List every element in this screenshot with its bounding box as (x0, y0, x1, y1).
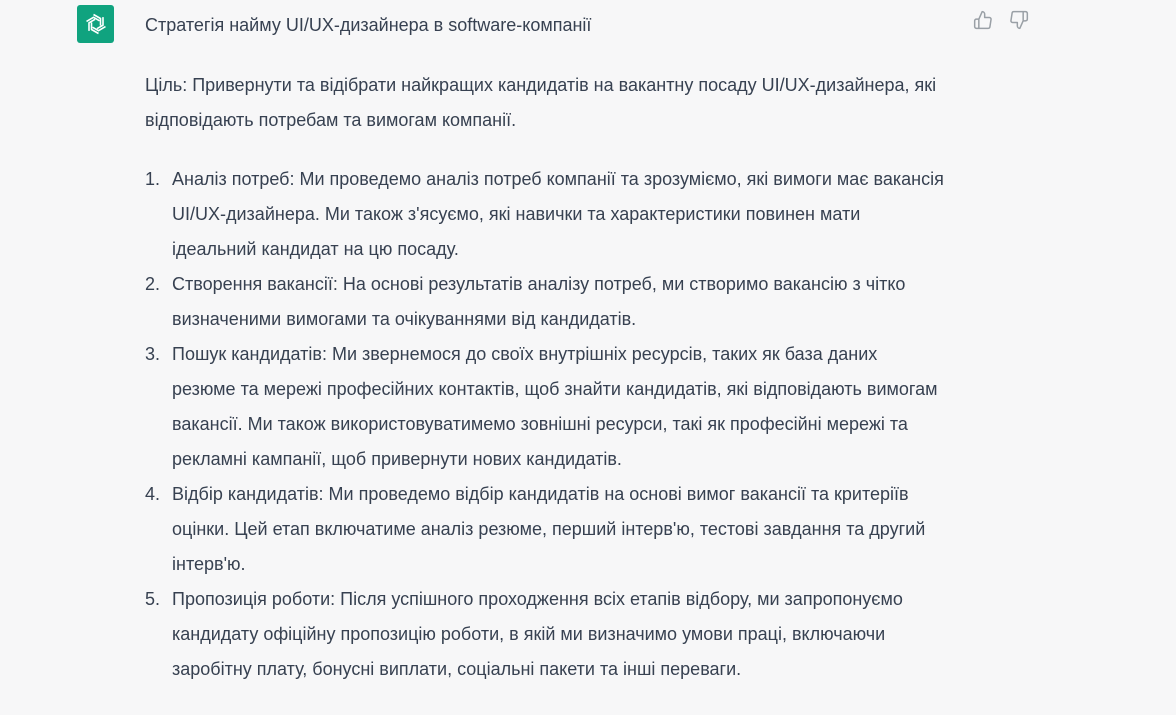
list-item (145, 337, 945, 477)
list-item-number: 3. (145, 344, 161, 364)
list-item-number: 5. (145, 589, 161, 609)
list-item-number: 1. (145, 169, 161, 189)
list-item-number: 4. (145, 484, 161, 504)
list-item-number: 2. (145, 274, 161, 294)
thumbs-down-button[interactable] (1008, 9, 1030, 31)
openai-logo-icon (82, 10, 110, 38)
list-item-text: Пошук кандидатів: Ми звернемося до своїх внутрішніх ресурсів, таких як база даних резюме та мережі професійних контактів, щоб знайти кандидатів, які відповідають вимогам вакансії. Ми також використовуватимемо зовнішні ресурси, такі як професійні мережі та рекламні кампанії, щоб привернути нових кандидатів. (172, 344, 938, 469)
assistant-message (145, 68, 945, 687)
thumbs-up-button[interactable] (972, 9, 994, 31)
list-item (145, 582, 945, 687)
thumbs-up-icon (973, 10, 993, 30)
list-item (145, 477, 945, 582)
list-item-text: Створення вакансії: На основі результатів аналізу потреб, ми створимо вакансію з чітко визначеними вимогами та очікуваннями від кандидатів. (172, 274, 906, 329)
list-item-text: Аналіз потреб: Ми проведемо аналіз потреб компанії та зрозуміємо, які вимоги має вакансія UI/UX-дизайнера. Ми також з'ясуємо, які навички та характеристики повинен мати ідеальний кандидат на цю посаду. (172, 169, 944, 259)
conversation-title: Стратегія найму UI/UX-дизайнера в software-компанії (145, 15, 592, 35)
feedback-buttons (972, 9, 1030, 31)
thumbs-down-icon (1009, 10, 1029, 30)
strategy-steps-list (145, 162, 945, 687)
list-item-text: Пропозиція роботи: Після успішного проходження всіх етапів відбору, ми запропонуємо кандидату офіційну пропозицію роботи, в якій ми визначимо умови праці, включаючи заробітну плату, бонусні виплати, соціальні пакети та інші переваги. (172, 589, 903, 679)
list-item-text: Відбір кандидатів: Ми проведемо відбір кандидатів на основі вимог вакансії та критеріїв оцінки. Цей етап включатиме аналіз резюме, перший інтерв'ю, тестові завдання та другий інтерв'ю. (172, 484, 926, 574)
list-item (145, 267, 945, 337)
goal-paragraph: Ціль: Привернути та відібрати найкращих кандидатів на вакантну посаду UI/UX-дизайнера, які відповідають потребам та вимогам компанії. (145, 75, 937, 130)
list-item (145, 162, 945, 267)
assistant-avatar (77, 5, 114, 43)
